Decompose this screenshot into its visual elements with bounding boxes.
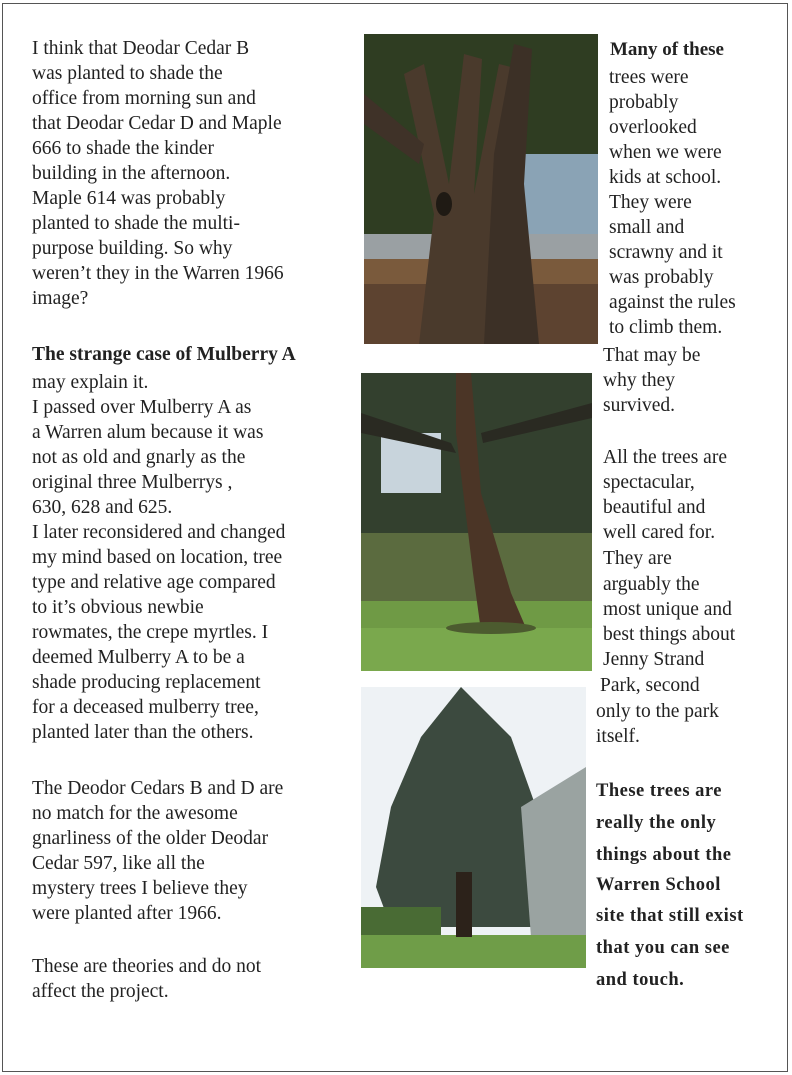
text-line: when we were xyxy=(609,142,722,163)
text-line: overlooked xyxy=(609,117,697,138)
text-line: All the trees are xyxy=(603,447,727,468)
text-line: probably xyxy=(609,92,679,113)
text-line: survived. xyxy=(603,395,676,416)
text-line: Jenny Strand xyxy=(603,649,705,670)
text-line: my mind based on location, tree xyxy=(32,547,283,568)
text-line: things about the xyxy=(596,845,732,865)
text-line: shade producing replacement xyxy=(32,672,261,693)
text-line: That may be xyxy=(603,345,701,366)
text-line: purpose building. So why xyxy=(32,238,233,259)
text-line: 666 to shade the kinder xyxy=(32,138,214,159)
text-line: affect the project. xyxy=(32,981,169,1002)
text-line: to it’s obvious newbie xyxy=(32,597,204,618)
text-line: trees were xyxy=(609,67,689,88)
text-line: These trees are xyxy=(596,781,722,801)
text-line: most unique and xyxy=(603,599,732,620)
text-line: to climb them. xyxy=(609,317,723,338)
text-line: site that still exist xyxy=(596,906,744,926)
text-line: These are theories and do not xyxy=(32,956,262,977)
text-line: not as old and gnarly as the xyxy=(32,447,246,468)
section-heading: The strange case of Mulberry A xyxy=(32,344,296,365)
text-line: deemed Mulberry A to be a xyxy=(32,647,245,668)
text-line: was planted to shade the xyxy=(32,63,223,84)
text-line: weren’t they in the Warren 1966 xyxy=(32,263,284,284)
text-line: why they xyxy=(603,370,676,391)
text-line: against the rules xyxy=(609,292,736,313)
text-line: Cedar 597, like all the xyxy=(32,853,205,874)
text-line: I think that Deodar Cedar B xyxy=(32,38,250,59)
text-line: were planted after 1966. xyxy=(32,903,222,924)
text-line: I passed over Mulberry A as xyxy=(32,397,252,418)
text-line: well cared for. xyxy=(603,522,716,543)
text-line: that you can see xyxy=(596,938,730,958)
text-line: scrawny and it xyxy=(609,242,723,263)
text-line: Warren School xyxy=(596,875,721,895)
text-line: planted later than the others. xyxy=(32,722,254,743)
text-line: planted to shade the multi- xyxy=(32,213,240,234)
text-line: type and relative age compared xyxy=(32,572,276,593)
text-line: spectacular, xyxy=(603,472,695,493)
text-line: small and xyxy=(609,217,685,238)
cedar-park-photo xyxy=(361,373,592,671)
text-line: itself. xyxy=(596,726,640,747)
text-line: 630, 628 and 625. xyxy=(32,497,173,518)
text-line: They are xyxy=(603,548,672,569)
text-line: building in the afternoon. xyxy=(32,163,231,184)
cedar-trunks-photo xyxy=(364,34,598,344)
text-line: beautiful and xyxy=(603,497,706,518)
text-line: image? xyxy=(32,288,89,309)
text-line: Park, second xyxy=(600,675,700,696)
text-line: that Deodar Cedar D and Maple xyxy=(32,113,282,134)
text-line: a Warren alum because it was xyxy=(32,422,264,443)
text-line: gnarliness of the older Deodar xyxy=(32,828,269,849)
text-line: mystery trees I believe they xyxy=(32,878,248,899)
text-line: rowmates, the crepe myrtles. I xyxy=(32,622,269,643)
text-line: original three Mulberrys , xyxy=(32,472,233,493)
text-line: was probably xyxy=(609,267,714,288)
text-line: really the only xyxy=(596,813,717,833)
text-line: no match for the awesome xyxy=(32,803,238,824)
text-line: Maple 614 was probably xyxy=(32,188,226,209)
right-lead-bold: Many of these xyxy=(610,39,724,60)
text-line: only to the park xyxy=(596,701,719,722)
text-line: for a deceased mulberry tree, xyxy=(32,697,259,718)
text-line: arguably the xyxy=(603,574,700,595)
cedar-full-tree-photo xyxy=(361,687,586,968)
text-line: best things about xyxy=(603,624,736,645)
text-line: The Deodor Cedars B and D are xyxy=(32,778,284,799)
text-line: office from morning sun and xyxy=(32,88,256,109)
text-line: I later reconsidered and changed xyxy=(32,522,286,543)
text-line: and touch. xyxy=(596,970,685,990)
text-line: may explain it. xyxy=(32,372,149,393)
text-line: kids at school. xyxy=(609,167,722,188)
text-line: They were xyxy=(609,192,692,213)
